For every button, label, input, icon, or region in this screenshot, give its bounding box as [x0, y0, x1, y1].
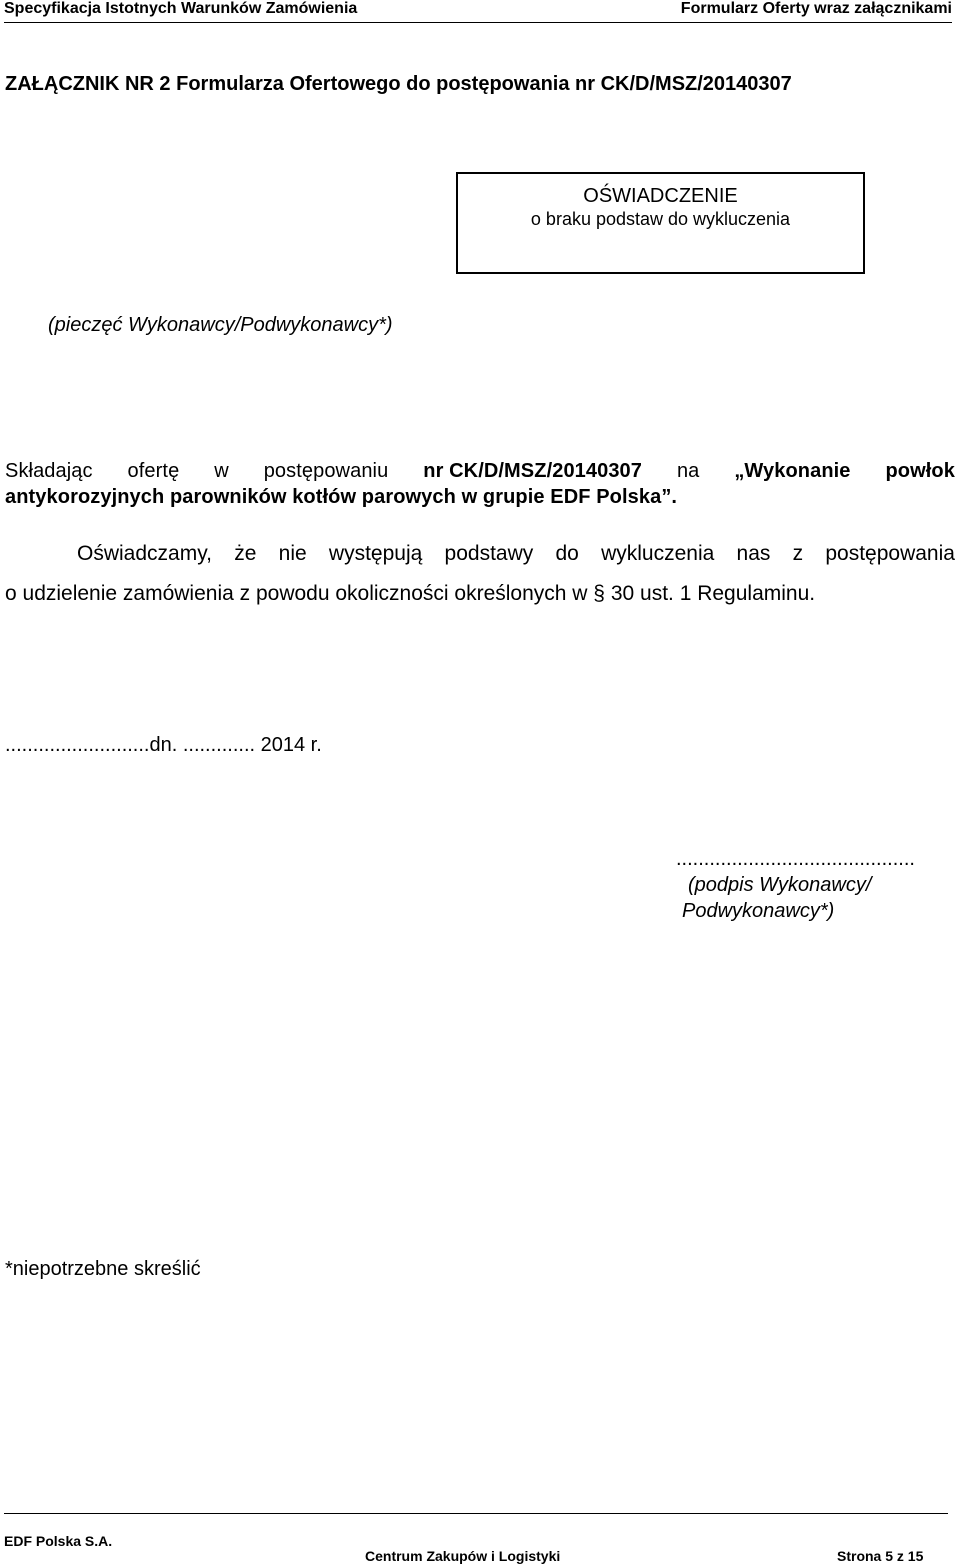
footnote: *niepotrzebne skreślić: [5, 1258, 201, 1280]
word: występują: [328, 542, 423, 565]
attachment-title: ZAŁĄCZNIK NR 2 Formularza Ofertowego do postępowania nr CK/D/MSZ/20140307: [5, 73, 792, 95]
signature-label-line1: (podpis Wykonawcy/: [688, 874, 872, 896]
word: Oświadczamy,: [77, 542, 212, 565]
signature-dots: ...........................................: [676, 848, 915, 870]
word: nas: [736, 542, 771, 565]
footer-company: EDF Polska S.A.: [4, 1533, 113, 1549]
word: nie: [278, 542, 307, 565]
header-right-title: Formularz Oferty wraz załącznikami: [680, 0, 952, 17]
word: podstawy: [444, 542, 534, 565]
word: postępowaniu: [263, 460, 389, 482]
word: do: [555, 542, 579, 565]
date-line: ..........................dn. ............. 2014 r.: [5, 734, 322, 756]
word: postępowania: [825, 542, 955, 565]
offer-paragraph-line2: [5, 484, 955, 510]
word: wykluczenia: [601, 542, 715, 565]
statement-box: [456, 172, 865, 274]
offer-paragraph-line1: [5, 458, 955, 484]
subject-word: „Wykonanie: [734, 460, 851, 482]
offer-paragraph: [5, 458, 955, 510]
word: na: [676, 460, 700, 482]
page-number: Strona 5 z 15: [837, 1548, 924, 1564]
word: z: [792, 542, 804, 565]
procedure-number: nr CK/D/MSZ/20140307: [423, 460, 643, 482]
declaration-paragraph: [5, 534, 955, 614]
word: że: [234, 542, 257, 565]
statement-subtitle: o braku podstaw do wykluczenia: [530, 209, 791, 229]
running-header: [4, 0, 952, 23]
header-left-title: Specyfikacja Istotnych Warunków Zamówienia: [4, 0, 358, 17]
declaration-line1: [5, 534, 955, 574]
statement-title: OŚWIADCZENIE: [583, 185, 738, 207]
word: ofertę: [127, 460, 180, 482]
subject-word: powłok: [885, 460, 955, 482]
footer-department: Centrum Zakupów i Logistyki: [365, 1548, 561, 1564]
signature-block: [676, 846, 915, 924]
word: Składając: [5, 460, 93, 482]
stamp-label: (pieczęć Wykonawcy/Podwykonawcy*): [48, 314, 393, 336]
subject-continuation: antykorozyjnych parowników kotłów parowych w grupie EDF Polska”.: [5, 486, 678, 508]
declaration-line2: o udzielenie zamówienia z powodu okoliczności określonych w § 30 ust. 1 Regulaminu.: [5, 582, 816, 605]
word: w: [214, 460, 229, 482]
signature-label-line2: Podwykonawcy*): [682, 900, 835, 922]
footer-divider: [4, 1513, 948, 1514]
